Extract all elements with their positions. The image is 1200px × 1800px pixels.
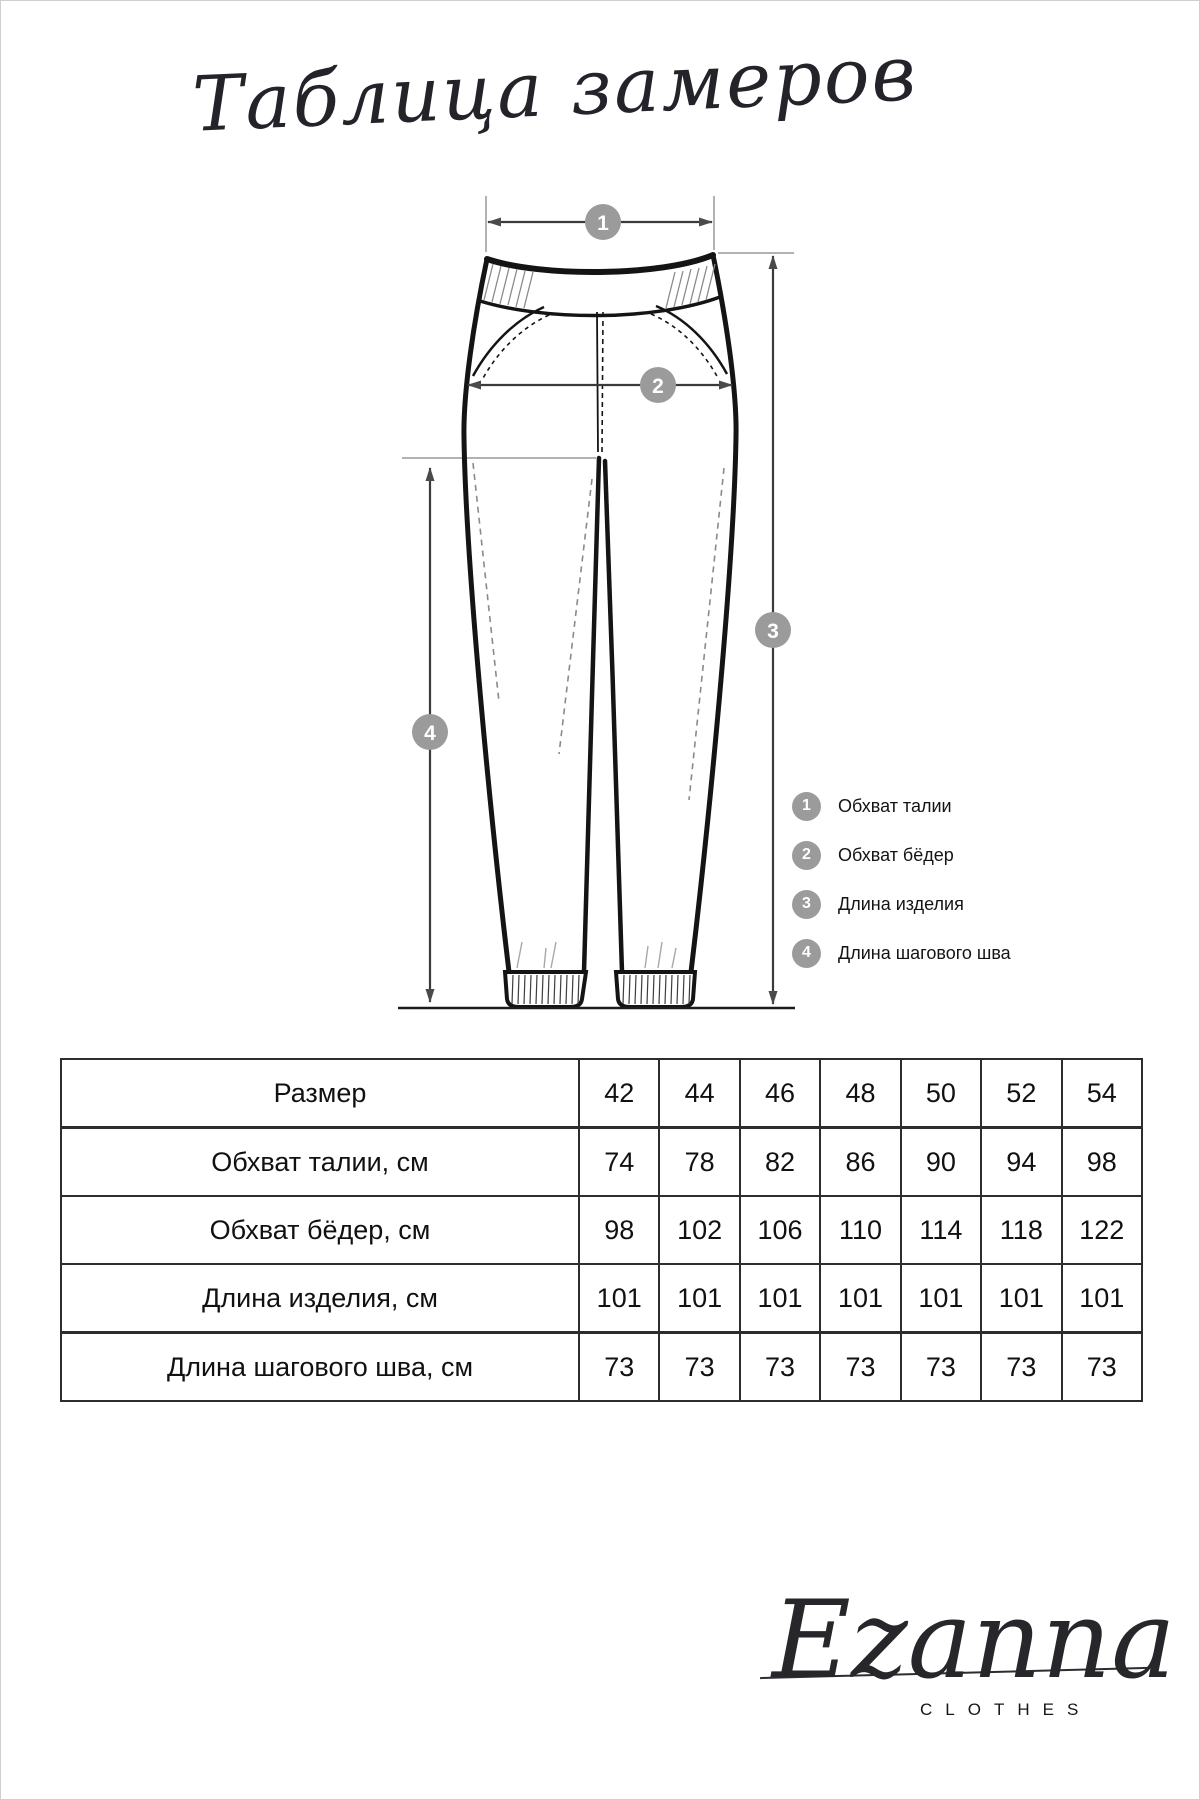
legend-badge-4: 4	[792, 939, 821, 968]
cell: 50	[901, 1059, 981, 1128]
cell: 94	[981, 1128, 1061, 1197]
page-title: Таблица замеров	[190, 28, 920, 149]
legend-item-inseam	[792, 933, 1011, 973]
cuffs	[505, 972, 695, 1007]
cell: 42	[579, 1059, 659, 1128]
cell: 73	[740, 1333, 820, 1402]
cell: 52	[981, 1059, 1061, 1128]
cell: 44	[659, 1059, 739, 1128]
cell: 73	[981, 1333, 1061, 1402]
brand-tagline: CLOTHES	[920, 1700, 1092, 1719]
svg-text:1: 1	[597, 212, 609, 235]
cell: 78	[659, 1128, 739, 1197]
svg-text:3: 3	[767, 620, 779, 643]
legend-badge-2: 2	[792, 841, 821, 870]
cell: 118	[981, 1196, 1061, 1264]
dimension-lines	[430, 222, 773, 1004]
cell: 110	[820, 1196, 900, 1264]
cell: 101	[820, 1264, 900, 1333]
cell: 73	[901, 1333, 981, 1402]
legend-badge-3: 3	[792, 890, 821, 919]
cell: 46	[740, 1059, 820, 1128]
cell: 86	[820, 1128, 900, 1197]
cell: 90	[901, 1128, 981, 1197]
cell: 98	[1062, 1128, 1142, 1197]
cell: 101	[579, 1264, 659, 1333]
cell: 98	[579, 1196, 659, 1264]
brand-logo	[760, 1578, 1176, 1738]
table-row-length	[61, 1264, 1142, 1333]
cell: 73	[1062, 1333, 1142, 1402]
legend-badge-1: 1	[792, 792, 821, 821]
cell: 73	[820, 1333, 900, 1402]
callout-1	[585, 204, 621, 240]
legend-item-hips	[792, 835, 1011, 875]
legend-item-length	[792, 884, 1011, 924]
cell: 82	[740, 1128, 820, 1197]
gather-strokes	[517, 942, 676, 968]
pants-outline	[464, 255, 736, 972]
callout-3	[755, 612, 791, 648]
cell: 114	[901, 1196, 981, 1264]
cell: 102	[659, 1196, 739, 1264]
cell: 101	[1062, 1264, 1142, 1333]
cell: 101	[981, 1264, 1061, 1333]
legend-item-waist	[792, 786, 1011, 826]
cell: 101	[740, 1264, 820, 1333]
cell: 73	[659, 1333, 739, 1402]
row-label: Длина шагового шва, см	[61, 1333, 579, 1402]
size-table	[60, 1058, 1143, 1402]
fly-line	[597, 312, 603, 452]
table-row-waist	[61, 1128, 1142, 1197]
cell: 122	[1062, 1196, 1142, 1264]
legend-label-hips: Обхват бёдер	[838, 844, 954, 865]
row-label: Размер	[61, 1059, 579, 1128]
legend-label-inseam: Длина шагового шва	[838, 942, 1011, 963]
legend-label-waist: Обхват талии	[838, 795, 952, 816]
table-row-hips	[61, 1196, 1142, 1264]
callout-4	[412, 714, 448, 750]
cell: 106	[740, 1196, 820, 1264]
row-label: Обхват бёдер, см	[61, 1196, 579, 1264]
brand-name: Ezanna	[772, 1578, 1176, 1703]
svg-text:2: 2	[652, 375, 664, 398]
row-label: Длина изделия, см	[61, 1264, 579, 1333]
cell: 101	[659, 1264, 739, 1333]
cell: 74	[579, 1128, 659, 1197]
cell: 48	[820, 1059, 900, 1128]
svg-text:4: 4	[424, 722, 436, 745]
callout-2	[640, 367, 676, 403]
cell: 73	[579, 1333, 659, 1402]
table-row-inseam	[61, 1333, 1142, 1402]
table-row-size	[61, 1059, 1142, 1128]
legend-label-length: Длина изделия	[838, 893, 964, 914]
cell: 54	[1062, 1059, 1142, 1128]
cell: 101	[901, 1264, 981, 1333]
row-label: Обхват талии, см	[61, 1128, 579, 1197]
measurement-legend	[792, 786, 1011, 982]
